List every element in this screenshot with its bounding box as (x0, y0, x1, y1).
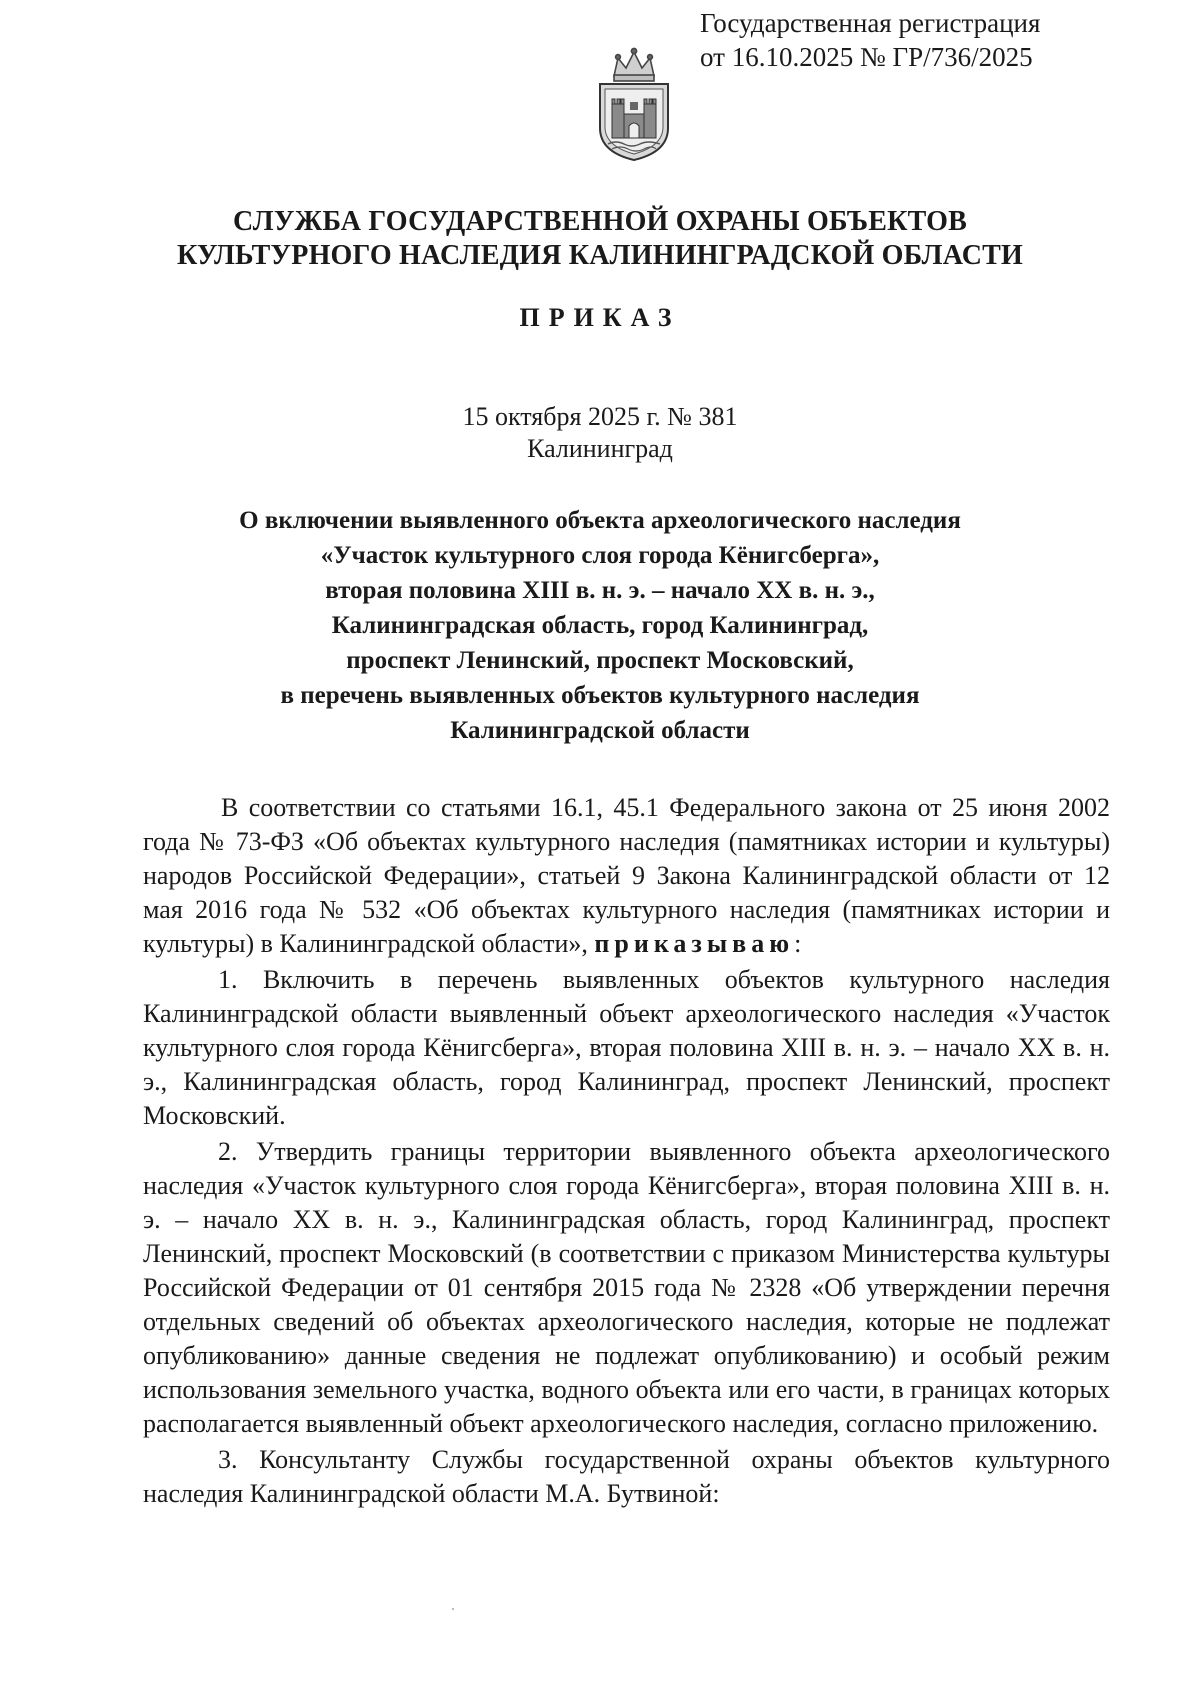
registration-stamp (700, 6, 1140, 74)
registration-line-1: Государственная регистрация (700, 8, 1041, 38)
subject-line: проспект Ленинский, проспект Московский, (346, 647, 854, 674)
registration-line-2: от 16.10.2025 № ГР/736/2025 (700, 42, 1033, 72)
issue-city: Калининград (527, 434, 673, 463)
order-command: приказываю (594, 929, 795, 958)
subject-line: Калининградская область, город Калининград, (331, 612, 869, 639)
order-item-2: 2. Утвердить границы территории выявленного объекта археологического наследия «Участок культурного слоя города Кёнигсберга», вторая половина XIII в. н. э. – начало XX в. н. э., Калининградская область, город Калининград, проспект Ленинский, проспект Московский (в соответствии с приказом Министерства культуры Российской Федерации от 01 сентября 2015 года № 2328 «Об утверждении перечня отдельных сведений об объектах археологического наследия, которые не подлежат опубликованию» данные сведения не подлежат опубликованию) и особый режим использования земельного участка, водного объекта или его части, в границах которых располагается выявленный объект археологического наследия, согласно приложению. (143, 1137, 1110, 1438)
order-subject (140, 503, 1060, 748)
coat-of-arms-icon (588, 46, 680, 164)
intro-paragraph (143, 791, 1110, 961)
subject-line: О включении выявленного объекта археологического наследия (239, 507, 961, 534)
intro-text: В соответствии со статьями 16.1, 45.1 Федерального закона от 25 июня 2002 года № 73-ФЗ «Об объектах культурного наследия (памятниках истории и культуры) народов Российской Федерации», статьей 9 Закона Калининградской области от 12 мая 2016 года № 532 «Об объектах культурного наследия (памятниках истории и культуры) в Калининградской области», (143, 793, 1110, 958)
order-date-number: 15 октября 2025 г. № 381 (462, 402, 738, 431)
scan-speck (452, 1608, 454, 1610)
subject-line: вторая половина XIII в. н. э. – начало XX в. н. э., (325, 577, 875, 604)
subject-line: в перечень выявленных объектов культурного наследия (280, 682, 920, 709)
document-type: ПРИКАЗ (519, 303, 681, 332)
order-body (143, 791, 1110, 1513)
agency-name-line-2: КУЛЬТУРНОГО НАСЛЕДИЯ КАЛИНИНГРАДСКОЙ ОБЛАСТИ (176, 240, 1024, 271)
intro-colon: : (794, 929, 802, 958)
order-item-3: 3. Консультанту Службы государственной охраны объектов культурного наследия Калининградской области М.А. Бутвиной: (143, 1445, 1110, 1508)
subject-line: «Участок культурного слоя города Кёнигсберга», (320, 542, 880, 569)
subject-line: Калининградской области (450, 717, 750, 744)
agency-name (160, 205, 1040, 273)
agency-name-line-1: СЛУЖБА ГОСУДАРСТВЕННОЙ ОХРАНЫ ОБЪЕКТОВ (233, 206, 967, 237)
order-item-1: 1. Включить в перечень выявленных объектов культурного наследия Калининградской области выявленный объект археологического наследия «Участок культурного слоя города Кёнигсберга», вторая половина XIII в. н. э. – начало XX в. н. э., Калининградская область, город Калининград, проспект Ленинский, проспект Московский. (143, 965, 1110, 1130)
date-number-block (160, 401, 1040, 465)
